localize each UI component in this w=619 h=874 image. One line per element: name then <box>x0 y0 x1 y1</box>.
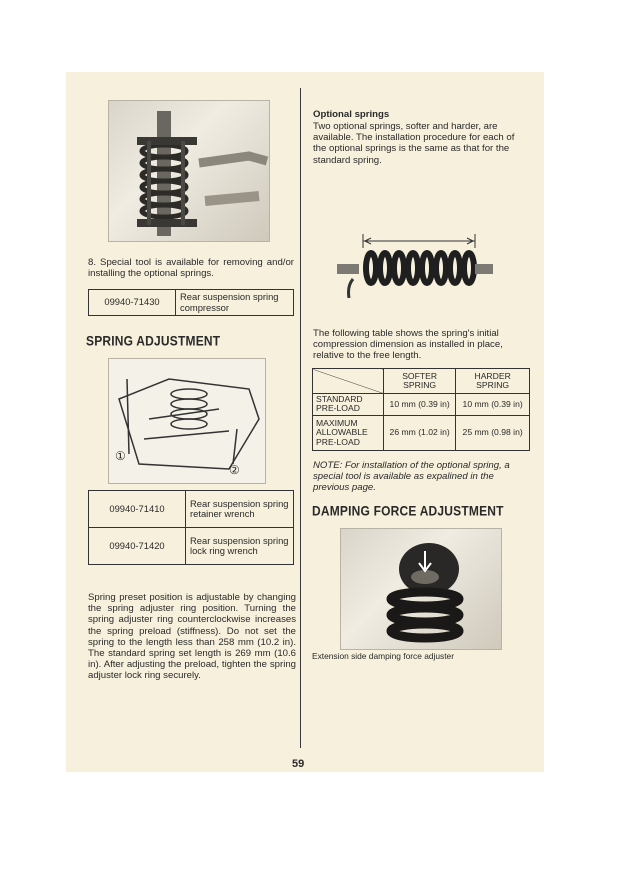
softer-value: 26 mm (1.02 in) <box>384 415 456 450</box>
spring-adjustment-diagram <box>108 358 266 484</box>
table-row <box>313 415 530 450</box>
spring-adjustment-heading: SPRING ADJUSTMENT <box>86 333 221 350</box>
column-divider <box>300 88 301 748</box>
harder-value: 10 mm (0.39 in) <box>456 394 530 416</box>
tool-code: 09940-71420 <box>89 528 186 565</box>
row-label: STANDARD PRE-LOAD <box>313 394 384 416</box>
harder-value: 25 mm (0.98 in) <box>456 415 530 450</box>
callout-1: ① <box>115 449 126 463</box>
table-row <box>89 290 294 316</box>
table-corner <box>313 369 384 394</box>
row-label: MAXIMUM ALLOWABLE PRE-LOAD <box>313 415 384 450</box>
note-text: NOTE: For installation of the optional spring, a special tool is available as expalined in the previous page. <box>313 460 510 494</box>
tool-code: 09940-71410 <box>89 491 186 528</box>
tool-table-1 <box>88 289 294 316</box>
spring-compressor-photo <box>108 100 270 242</box>
table-row <box>313 369 530 394</box>
damping-adjuster-photo <box>340 528 502 650</box>
tool-name: Rear suspension spring compressor <box>176 290 294 316</box>
item-8-text: 8. Special tool is available for removing and/or installing the optional springs. <box>88 257 294 280</box>
softer-value: 10 mm (0.39 in) <box>384 394 456 416</box>
spring-preset-paragraph: Spring preset position is adjustable by changing the spring adjuster ring position. Turning the spring adjuster ring counterclockwise increases the spring preload (stiffness). Do not set the spring to the length less than 258 mm (10.2 in). The standard spring set length is 269 mm (10.6 in). After adjusting the preload, tighten the spring adjuster lock ring securely. <box>88 592 296 682</box>
callout-2: ② <box>229 463 240 477</box>
spring-diagram-illustration <box>109 359 265 483</box>
table-row <box>89 491 294 528</box>
header-harder: HARDER SPRING <box>456 369 530 394</box>
preload-spec-table <box>312 368 530 451</box>
table-row <box>313 394 530 416</box>
spring-compressor-illustration <box>109 101 269 241</box>
damper-illustration <box>341 529 501 649</box>
optional-springs-heading: Optional springs <box>313 109 390 120</box>
table-intro-text: The following table shows the spring's initial compression dimension as installed in place, relative to the free length. <box>313 328 503 362</box>
damping-caption: Extension side damping force adjuster <box>312 651 454 661</box>
header-softer: SOFTER SPRING <box>384 369 456 394</box>
table-row <box>89 528 294 565</box>
tool-name: Rear suspension spring retainer wrench <box>186 491 294 528</box>
optional-springs-text: Two optional springs, softer and harder, are available. The installation procedure for each of the optional springs is the same as that for the standard spring. <box>313 121 515 166</box>
spring-photo <box>335 224 495 298</box>
tool-name: Rear suspension spring lock ring wrench <box>186 528 294 565</box>
spring-illustration <box>335 224 495 298</box>
damping-force-heading: DAMPING FORCE ADJUSTMENT <box>312 503 504 520</box>
tool-code: 09940-71430 <box>89 290 176 316</box>
page-number: 59 <box>292 758 305 770</box>
tool-table-2 <box>88 490 294 565</box>
